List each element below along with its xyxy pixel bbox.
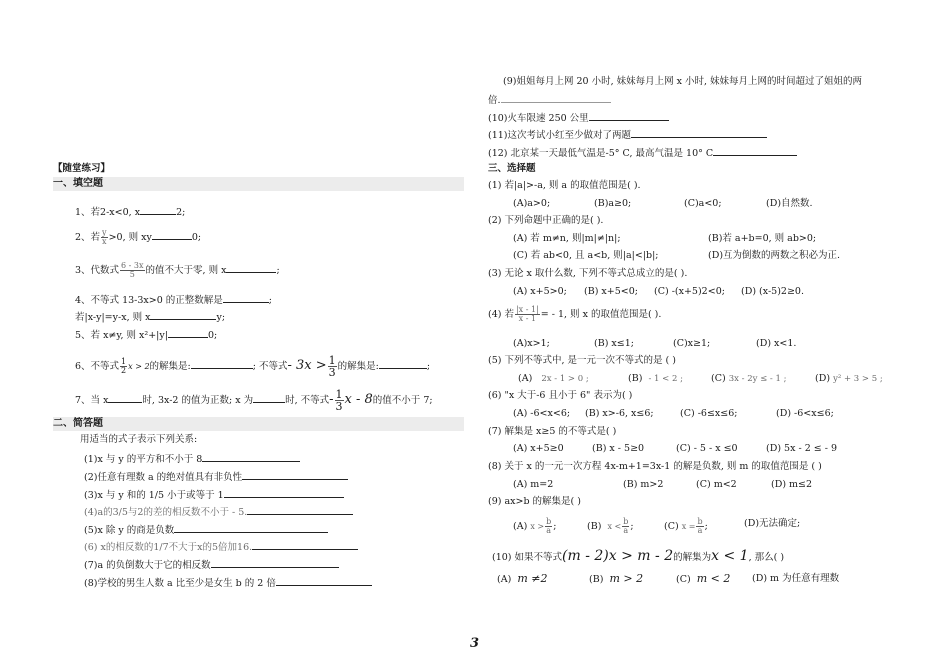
answer-blank[interactable] [202, 452, 300, 462]
answer-blank[interactable] [252, 540, 358, 550]
choice-8-option-d[interactable]: (D) m≤2 [771, 479, 813, 490]
choice-2: (2) 下列命题中正确的是( ). [488, 215, 604, 226]
choice-4-option-c[interactable]: (C)x≥1; [673, 338, 711, 349]
short-answer-3: (3)x 与 y 和的 1/5 小于或等于 1 [84, 488, 344, 502]
answer-blank[interactable] [224, 488, 344, 498]
answer-blank[interactable] [108, 393, 142, 403]
question-10: (10)火车限速 250 公里 [488, 111, 669, 125]
choice-6-option-d[interactable]: (D) -6<x≤6; [776, 408, 834, 419]
choice-heading: 三、选择题 [488, 163, 536, 174]
choice-5-option-a[interactable]: (A) 2x - 1 > 0 ; [518, 373, 589, 384]
answer-blank[interactable] [152, 230, 192, 240]
choice-3: (3) 无论 x 取什么数, 下列不等式总成立的是( ). [488, 268, 688, 279]
answer-blank[interactable] [140, 205, 176, 215]
choice-2-option-a[interactable]: (A) 若 m≠n, 则|m|≠|n|; [513, 233, 621, 244]
fraction-b-over-a: $\frac{b}{a}$ [546, 517, 552, 535]
short-answer-heading: 二、简答题 [53, 417, 464, 431]
question-9: (9)姐姐每月上网 20 小时, 妹妹每月上网 x 小时, 妹妹每月上网的时间超过了姐姐的两 [503, 76, 863, 87]
fraction-one-half: $\frac{1}{2}$ [121, 357, 127, 375]
question-9-cont: 倍. [488, 93, 611, 107]
choice-5-option-d[interactable]: (D) y² + 3 > 5 ; [815, 373, 883, 384]
answer-blank[interactable] [211, 558, 339, 568]
choice-6-option-b[interactable]: (B) x>-6, x≤6; [585, 408, 654, 419]
choice-7-option-a[interactable]: (A) x+5≥0 [513, 443, 564, 454]
choice-8-option-b[interactable]: (B) m>2 [623, 479, 664, 490]
fraction-abs-x-1-over-x-1: $\frac{|x - 1|}{x - 1}$ [515, 305, 539, 323]
choice-10-option-b[interactable]: (B) m > 2 [589, 572, 644, 585]
choice-1-option-b[interactable]: (B)a≥0; [594, 198, 632, 209]
choice-9: (9) ax>b 的解集是( ) [488, 496, 581, 507]
answer-blank[interactable] [247, 505, 353, 515]
choice-1: (1) 若|a|>-a, 则 a 的取值范围是( ). [488, 180, 641, 191]
choice-4-option-a[interactable]: (A)x>1; [513, 338, 550, 349]
choice-6-option-a[interactable]: (A) -6<x<6; [513, 408, 571, 419]
fraction-one-third: $\frac{1}{3}$ [335, 388, 343, 413]
answer-blank[interactable] [150, 310, 216, 320]
choice-9-option-b[interactable]: (B) x < $\frac{b}{a}$ ; [587, 517, 634, 535]
choice-7: (7) 解集是 x≥5 的不等式是( ) [488, 426, 617, 437]
question-5: 5、若 x≠y, 则 x²+|y| 0; [75, 330, 218, 341]
choice-9-option-d[interactable]: (D)无法确定; [744, 518, 801, 529]
choice-7-option-d[interactable]: (D) 5x - 2 ≤ - 9 [766, 443, 838, 454]
question-4: 4、不等式 13-3x>0 的正整数解是 ; [75, 295, 272, 306]
short-answer-1: (1)x 与 y 的平方和不小于 8 [84, 452, 300, 466]
question-12: (12) 北京某一天最低气温是-5° C, 最高气温是 10° C [488, 146, 797, 160]
choice-4-option-d[interactable]: (D) x<1. [756, 338, 797, 349]
choice-5-option-b[interactable]: (B) - 1 < 2 ; [628, 373, 683, 384]
question-2: 2、若 $\frac{y}{x}$ >0, 则 xy 0; [75, 228, 202, 246]
answer-blank[interactable] [631, 128, 767, 138]
choice-10-option-d[interactable]: (D) m 为任意有理数 [752, 573, 840, 584]
choice-4-option-b[interactable]: (B) x≤1; [594, 338, 634, 349]
choice-3-option-c[interactable]: (C) -(x+5)2<0; [654, 286, 725, 297]
choice-6: (6) "x 大于-6 且小于 6" 表示为( ) [488, 390, 633, 401]
question-6: 6、不等式 $\frac{1}{2}$ x > 2的解集是: ; 不等式- 3x > $\frac{1}{3}$ 的解集是: ; [75, 354, 431, 379]
choice-2-option-b[interactable]: (B)若 a+b=0, 则 ab>0; [708, 233, 817, 244]
answer-blank[interactable] [226, 263, 276, 273]
short-answer-6: (6) x的相反数的1/7不大于x的5倍加16. [84, 540, 358, 554]
short-answer-5: (5)x 除 y 的商是负数 [84, 523, 328, 537]
short-answer-8: (8)学校的男生人数 a 比至少是女生 b 的 2 倍 [84, 576, 372, 590]
fraction-b-over-a: $\frac{b}{a}$ [697, 517, 703, 535]
short-answer-7: (7)a 的负倒数大于它的相反数 [84, 558, 339, 572]
fraction-y-over-x: $\frac{y}{x}$ [102, 228, 107, 246]
answer-blank[interactable] [174, 523, 328, 533]
answer-blank[interactable] [168, 328, 208, 338]
choice-9-option-c[interactable]: (C) x = $\frac{b}{a}$ ; [664, 517, 708, 535]
fraction-b-over-a: $\frac{b}{a}$ [623, 517, 629, 535]
answer-blank[interactable] [379, 359, 427, 369]
choice-10-option-c[interactable]: (C) m < 2 [676, 572, 731, 585]
choice-1-option-c[interactable]: (C)a<0; [684, 198, 722, 209]
choice-7-option-b[interactable]: (B) x - 5≥0 [592, 443, 645, 454]
answer-blank[interactable] [242, 470, 348, 480]
choice-3-option-d[interactable]: (D) (x-5)2≥0. [741, 286, 804, 297]
choice-8: (8) 关于 x 的一元一次方程 4x-m+1=3x-1 的解是负数, 则 m 的取值范围是 ( ) [488, 461, 822, 472]
fraction-6-3x-over-5: $\frac{6 - 3x}{5}$ [121, 261, 144, 279]
question-11: (11)这次考试小红至少做对了两题 [488, 128, 767, 142]
page-number: 3 [470, 636, 480, 651]
question-4b: 若|x-y|=y-x, 则 x y; [75, 312, 226, 323]
question-1: 1、若2-x<0, x 2; [75, 207, 186, 218]
choice-8-option-c[interactable]: (C) m<2 [696, 479, 737, 490]
answer-blank[interactable] [276, 576, 372, 586]
short-answer-2: (2)任意有理数 a 的绝对值具有非负性 [84, 470, 348, 484]
choice-2-option-c[interactable]: (C) 若 ab<0, 且 a<b, 则|a|<|b|; [513, 250, 659, 261]
choice-10: (10) 如果不等式(m - 2)x > m - 2的解集为x < 1, 那么( ) [492, 548, 785, 564]
answer-blank[interactable] [501, 93, 611, 103]
choice-1-option-a[interactable]: (A)a>0; [513, 198, 551, 209]
choice-7-option-c[interactable]: (C) - 5 - x ≤0 [676, 443, 738, 454]
choice-3-option-b[interactable]: (B) x+5<0; [584, 286, 638, 297]
choice-10-option-a[interactable]: (A) m ≠2 [497, 572, 548, 585]
practice-heading: 【随堂练习】 [53, 163, 111, 174]
answer-blank[interactable] [589, 111, 669, 121]
fill-in-heading: 一、填空题 [53, 177, 464, 191]
question-7: 7、当 x 时, 3x-2 的值为正数; x 为 时, 不等式- $\frac{1}{3}$ x - 8的值不小于 7; [75, 388, 433, 413]
choice-2-option-d[interactable]: (D)互为倒数的两数之积必为正. [708, 250, 841, 261]
answer-blank[interactable] [253, 393, 285, 403]
choice-4: (4) 若 $\frac{|x - 1|}{x - 1}$ = - 1, 则 x 的取值范围是( ). [488, 305, 662, 323]
fraction-one-third: $\frac{1}{3}$ [328, 354, 336, 379]
choice-5: (5) 下列不等式中, 是一元一次不等式的是 ( ) [488, 355, 676, 366]
choice-9-option-a[interactable]: (A) x > $\frac{b}{a}$ ; [513, 517, 557, 535]
question-3: 3、代数式 $\frac{6 - 3x}{5}$ 的值不大于零, 则 x ; [75, 261, 280, 279]
choice-6-option-c[interactable]: (C) -6≤x≤6; [680, 408, 738, 419]
short-answer-intro: 用适当的式子表示下列关系: [80, 434, 198, 445]
choice-1-option-d[interactable]: (D)自然数. [766, 198, 813, 209]
answer-blank[interactable] [713, 146, 797, 156]
choice-5-option-c[interactable]: (C) 3x - 2y ≤ - 1 ; [711, 373, 787, 384]
choice-3-option-a[interactable]: (A) x+5>0; [513, 286, 567, 297]
short-answer-4: (4)a的3/5与2的差的相反数不小于 - 5. [84, 505, 353, 519]
choice-8-option-a[interactable]: (A) m=2 [513, 479, 554, 490]
answer-blank[interactable] [191, 359, 253, 369]
answer-blank[interactable] [223, 293, 269, 303]
